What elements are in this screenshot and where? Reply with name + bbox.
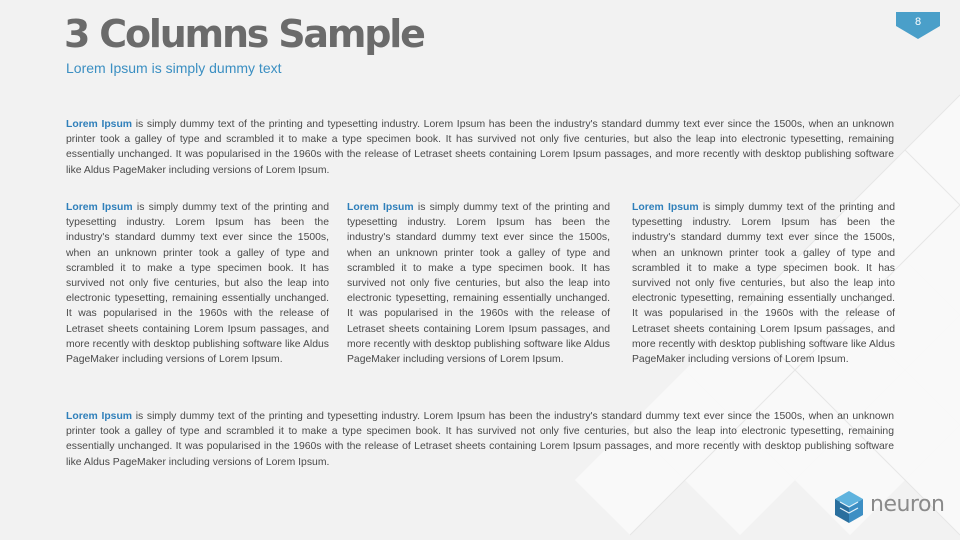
column-1-text: is simply dummy text of the printing and typesetting industry. Lorem Ipsum has been the industry's standard dummy text ever since the 1500s, when an unknown printer took a galley of type and scrambled it to make a type specimen book. It has survived not only five centuries, but also the leap into electronic typesetting, remaining essentially unchanged. It was popularised in the 1960s with the release of Letraset sheets containing Lorem Ipsum passages, and more recently with desktop publishing software like Aldus PageMaker including versions of Lorem Ipsum. bbox=[66, 202, 329, 366]
intro-text: is simply dummy text of the printing and typesetting industry. Lorem Ipsum has been the industry's standard dummy text ever since the 1500s, when an unknown printer took a galley of type and scrambled it to make a type specimen book. It has survived not only five centuries, but also the leap into electronic typesetting, remaining essentially unchanged. It was popularised in the 1960s with the release of Letraset sheets containing Lorem Ipsum passages, and more recently with desktop publishing software like Aldus PageMaker including versions of Lorem Ipsum. bbox=[66, 119, 894, 176]
column-3-lead: Lorem Ipsum bbox=[632, 202, 699, 213]
outro-text: is simply dummy text of the printing and typesetting industry. Lorem Ipsum has been the industry's standard dummy text ever since the 1500s, when an unknown printer took a galley of type and scrambled it to make a type specimen book. It has survived not only five centuries, but also the leap into electronic typesetting, remaining essentially unchanged. It was popularised in the 1960s with the release of Letraset sheets containing Lorem Ipsum passages, and more recently with desktop publishing software like Aldus PageMaker including versions of Lorem Ipsum. bbox=[66, 411, 894, 468]
column-2-text: is simply dummy text of the printing and typesetting industry. Lorem Ipsum has been the industry's standard dummy text ever since the 1500s, when an unknown printer took a galley of type and scrambled it to make a type specimen book. It has survived not only five centuries, but also the leap into electronic typesetting, remaining essentially unchanged. It was popularised in the 1960s with the release of Letraset sheets containing Lorem Ipsum passages, and more recently with desktop publishing software like Aldus PageMaker including versions of Lorem Ipsum. bbox=[347, 202, 610, 366]
column-2-lead: Lorem Ipsum bbox=[347, 202, 414, 213]
page-number-badge bbox=[896, 12, 940, 40]
neuron-cube-icon bbox=[834, 490, 864, 524]
column-1-paragraph bbox=[66, 200, 329, 367]
column-3-text: is simply dummy text of the printing and typesetting industry. Lorem Ipsum has been the industry's standard dummy text ever since the 1500s, when an unknown printer took a galley of type and scrambled it to make a type specimen book. It has survived not only five centuries, but also the leap into electronic typesetting, remaining essentially unchanged. It was popularised in the 1960s with the release of Letraset sheets containing Lorem Ipsum passages, and more recently with desktop publishing software like Aldus PageMaker including versions of Lorem Ipsum. bbox=[632, 202, 895, 366]
column-1-lead: Lorem Ipsum bbox=[66, 202, 133, 213]
intro-lead: Lorem Ipsum bbox=[66, 119, 133, 130]
intro-paragraph bbox=[66, 117, 894, 178]
neuron-logo bbox=[834, 490, 944, 524]
slide-title: 3 Columns Sample bbox=[64, 12, 424, 56]
logo-wordmark: neuron bbox=[870, 492, 945, 517]
page-number: 8 bbox=[914, 16, 922, 28]
column-3-paragraph bbox=[632, 200, 895, 367]
slide-subtitle: Lorem Ipsum is simply dummy text bbox=[66, 60, 282, 76]
column-2-paragraph bbox=[347, 200, 610, 367]
outro-lead: Lorem Ipsum bbox=[66, 411, 133, 422]
outro-paragraph bbox=[66, 409, 894, 470]
